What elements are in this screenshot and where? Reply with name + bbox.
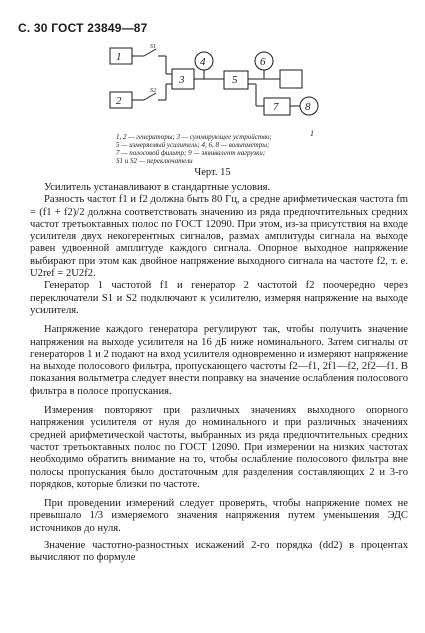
block-diagram (100, 40, 340, 140)
paragraph: Измерения повторяют при различных значениях выходного опорного напряжения усилителя от нуля до номинального и при различных значениях средней арифметической частоты, выбранных из ряда предпочтительных средних частот третьоктавных полос по ГОСТ 12090. При измерении на низких частотах необходимо обратить внимание на то, чтобы ослабление полосового фильтра вне полосы пропускания было достаточным для разделения составляющих 2 и 3-го порядков, которые близки по частоте. (30, 405, 408, 490)
body-text (30, 182, 408, 565)
paragraph: При проведении измерений следует проверять, чтобы напряжение помех не превышало 1/3 измеряемого значения напряжения путем уменьшения ЭДС источников до нуля. (30, 498, 408, 534)
legend-line: 7 — полосовой фильтр; 9 — эквивалент нагрузки; (116, 149, 266, 157)
paragraph: Разность частот f1 и f2 должна быть 80 Гц, а средне арифметическая частота fm = (f1 + f2)/2 должна соответствовать значению из ряда предпочтительных средних частот третьоктавных полос по ГОСТ 12090. При этом, из-за присутствия на входе усилителя двух некогерентных сигналов, размах амплитуды сигнала на выходе равен удвоенной амплитуде каждого сигнала. Опорное выходное напряжение выбирают при этом как двойное напряжение выходного сигнала на частоте f2, т. е. U2ref = 2U2f2. (30, 194, 408, 280)
figure-caption: Черт. 15 (194, 167, 231, 178)
block-label-8: 8 (305, 101, 311, 113)
block-label-5: 5 (232, 74, 238, 86)
block-label-1: 1 (116, 51, 122, 63)
legend-line: 5 — измеряемый усилитель; 4, 6, 8 — вольтметры; (116, 141, 270, 149)
paragraph: Усилитель устанавливают в стандартные условия. (44, 182, 271, 193)
block-label-4: 4 (200, 56, 206, 68)
page-header: С. 30 ГОСТ 23849—87 (18, 21, 148, 35)
paragraph: Напряжение каждого генератора регулируют так, чтобы получить значение напряжения на выходе усилителя на 16 дБ ниже номинального. Затем сигналы от генераторов 1 и 2 подают на вход усилителя одновременно и измеряют напряжение на выходе полосового фильтра, пропускающего частоты f2—f1, 2f1—f2, 2f2—f1. В показания вольтметра следует внести поправку на значение ослабления полосового фильтра в полосе пропускания. (30, 324, 408, 397)
switch-label-s1: S1 (150, 44, 156, 50)
paragraph: Значение частотно-разностных искажений 2-го порядка (dd2) в процентах вычисляют по формуле (30, 540, 408, 564)
switch-s2 (144, 93, 156, 100)
load-equivalent-block (280, 70, 302, 88)
switch-s1 (144, 49, 156, 56)
block-label-6: 6 (260, 56, 266, 68)
block-label-3: 3 (179, 74, 185, 86)
load-marker-label: 1 (310, 129, 314, 138)
paragraph: Генератор 1 частотой f1 и генератор 2 частотой f2 поочередно через переключатели S1 и S2 подключают к усилителю, измеряя напряжение на выходе усилителя. (30, 280, 408, 316)
switch-label-s2: S2 (150, 88, 156, 94)
block-label-2: 2 (116, 95, 122, 107)
legend-line: S1 и S2 — переключатели (116, 157, 193, 165)
diagram-legend (116, 133, 330, 165)
block-label-7: 7 (273, 101, 279, 113)
legend-line: 1, 2 — генераторы; 3 — суммирующее устройство; (116, 133, 272, 141)
